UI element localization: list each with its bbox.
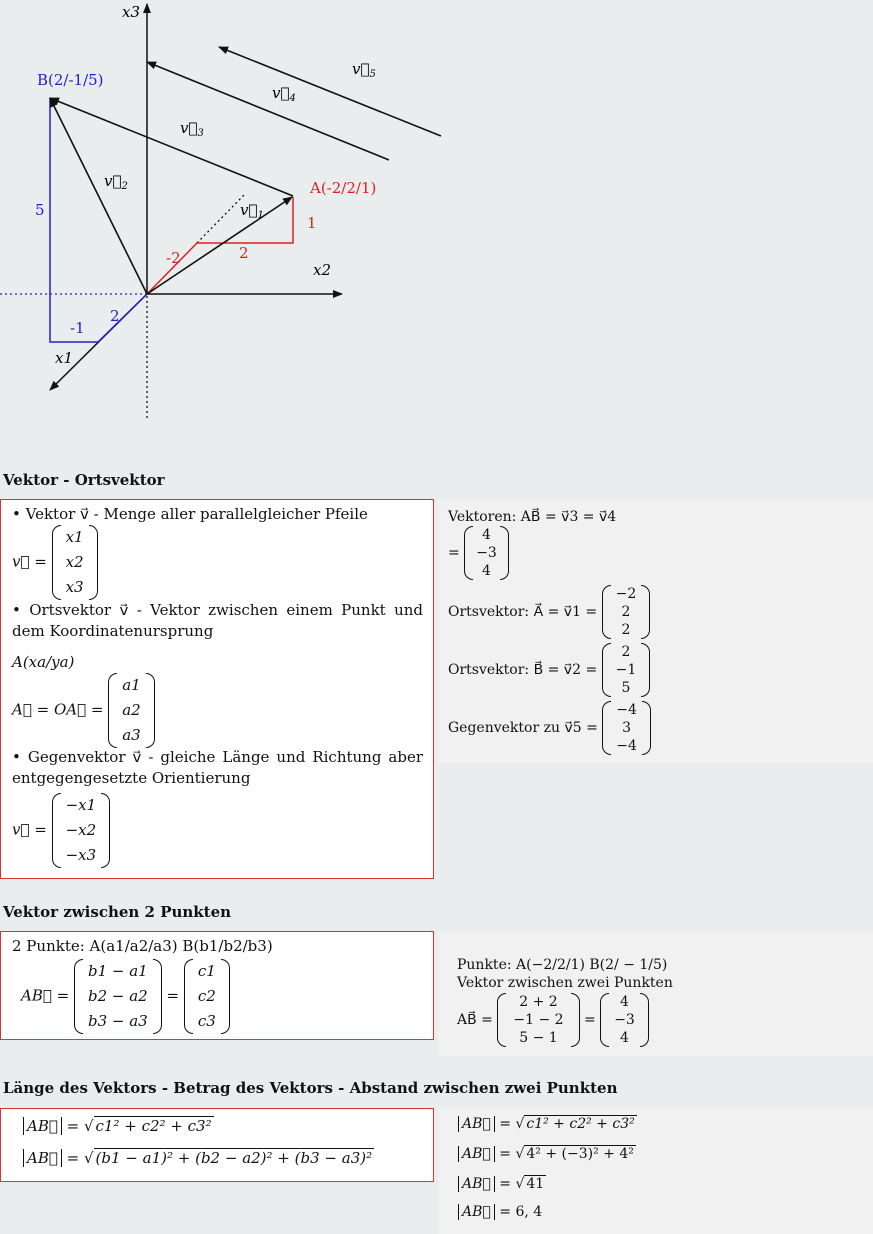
section-title-ortsvektor: Vektor - Ortsvektor	[3, 471, 165, 489]
gegenvektor-example: Gegenvektor zu v⃗5 = −4 3 −4	[448, 701, 651, 755]
ab-vector-example: AB⃗ = 2 + 2 −1 − 2 5 − 1 = 4 −3 4	[457, 993, 649, 1047]
ortsvektor-definition: • Ortsvektor v⃗ - Vektor zwischen einem Punkt und dem Koordinatenursprung	[12, 601, 423, 640]
vektor-generic: v⃗ = x1 x2 x3	[12, 525, 98, 600]
vector-v1	[147, 197, 292, 294]
ab-vector-generic: AB⃗ = b1 − a1 b2 − a2 b3 − a3 = c1 c2 c3	[21, 959, 230, 1034]
vector-v2-label: $v⃗_2$	[104, 172, 128, 192]
vector-diagram	[0, 0, 873, 440]
vector-v5	[219, 47, 441, 136]
length-example-row1: AB⃗ = √ c1² + c2² + c3²	[458, 1116, 637, 1132]
label-b-x: 2	[110, 307, 120, 325]
two-points-generic: 2 Punkte: A(a1/a2/a3) B(b1/b2/b3)	[12, 937, 273, 955]
vektoren-example-label: Vektoren: AB⃗ = v⃗3 = v⃗4	[448, 509, 617, 525]
example-panel-ortsvektor	[438, 499, 873, 763]
v1-dotted	[197, 195, 244, 243]
vector-v5-label: $v⃗_5$	[352, 60, 376, 80]
ortsvektor-generic: A⃗ = OA⃗ = a1 a2 a3	[12, 673, 155, 748]
vector-v4-label: $v⃗_4$	[272, 84, 296, 104]
point-b-label: B(2/-1/5)	[37, 71, 104, 89]
definition-box-ortsvektor	[0, 499, 434, 879]
length-example-row3: AB⃗ = √ 41	[458, 1176, 546, 1192]
ortsvektor-a-example: Ortsvektor: A⃗ = v⃗1 = −2 2 2	[448, 585, 650, 639]
point-b-construction	[50, 98, 147, 342]
label-a-y: 2	[239, 244, 249, 262]
label-a-x: -2	[166, 249, 181, 267]
example-panel-zwischen-punkten	[438, 931, 873, 1056]
ortsvektor-b-example: Ortsvektor: B⃗ = v⃗2 = 2 −1 5	[448, 643, 650, 697]
gegenvektor-definition: • Gegenvektor v⃗ - gleiche Länge und Richtung aber entgegengesetzte Orientierung	[12, 748, 423, 787]
definition-box-laenge	[0, 1108, 434, 1182]
vektor-definition: • Vektor v⃗ - Menge aller parallelgleicher Pfeile	[12, 505, 368, 523]
x1-axis-label: x1	[55, 349, 74, 367]
length-example-row2: AB⃗ = √ 4² + (−3)² + 4²	[458, 1146, 636, 1162]
x2-axis-label: x2	[313, 261, 332, 279]
label-b-y: -1	[70, 319, 85, 337]
length-formula-ab: AB⃗ = √ (b1 − a1)² + (b2 − a2)² + (b3 − a3)²	[23, 1149, 374, 1167]
label-a-z: 1	[307, 214, 317, 232]
length-example-row4: AB⃗ = 6, 4	[458, 1204, 542, 1220]
point-a-label: A(-2/2/1)	[310, 179, 377, 197]
vector-between-points-label: Vektor zwischen zwei Punkten	[457, 975, 673, 991]
length-formula-c: AB⃗ = √ c1² + c2² + c3²	[23, 1117, 214, 1135]
point-a-generic: A(xa/ya)	[12, 653, 75, 671]
points-example: Punkte: A(−2/2/1) B(2/ − 1/5)	[457, 957, 668, 973]
example-panel-laenge	[438, 1108, 873, 1234]
definition-box-zwischen-punkten	[0, 931, 434, 1040]
section-title-zwischen-punkten: Vektor zwischen 2 Punkten	[3, 903, 232, 921]
vector-v1-label: $v⃗_1$	[240, 201, 264, 221]
section-title-laenge: Länge des Vektors - Betrag des Vektors - Abstand zwischen zwei Punkten	[3, 1079, 618, 1097]
vector-v2	[50, 98, 147, 294]
vector-v3-label: $v⃗_3$	[180, 119, 204, 139]
gegenvektor-generic: v⃗ = −x1 −x2 −x3	[12, 793, 110, 868]
x3-axis-label: x3	[122, 3, 141, 21]
vector-v3	[50, 98, 293, 196]
vektoren-example-vector: = 4 −3 4	[448, 526, 509, 580]
label-b-z: 5	[35, 201, 45, 219]
